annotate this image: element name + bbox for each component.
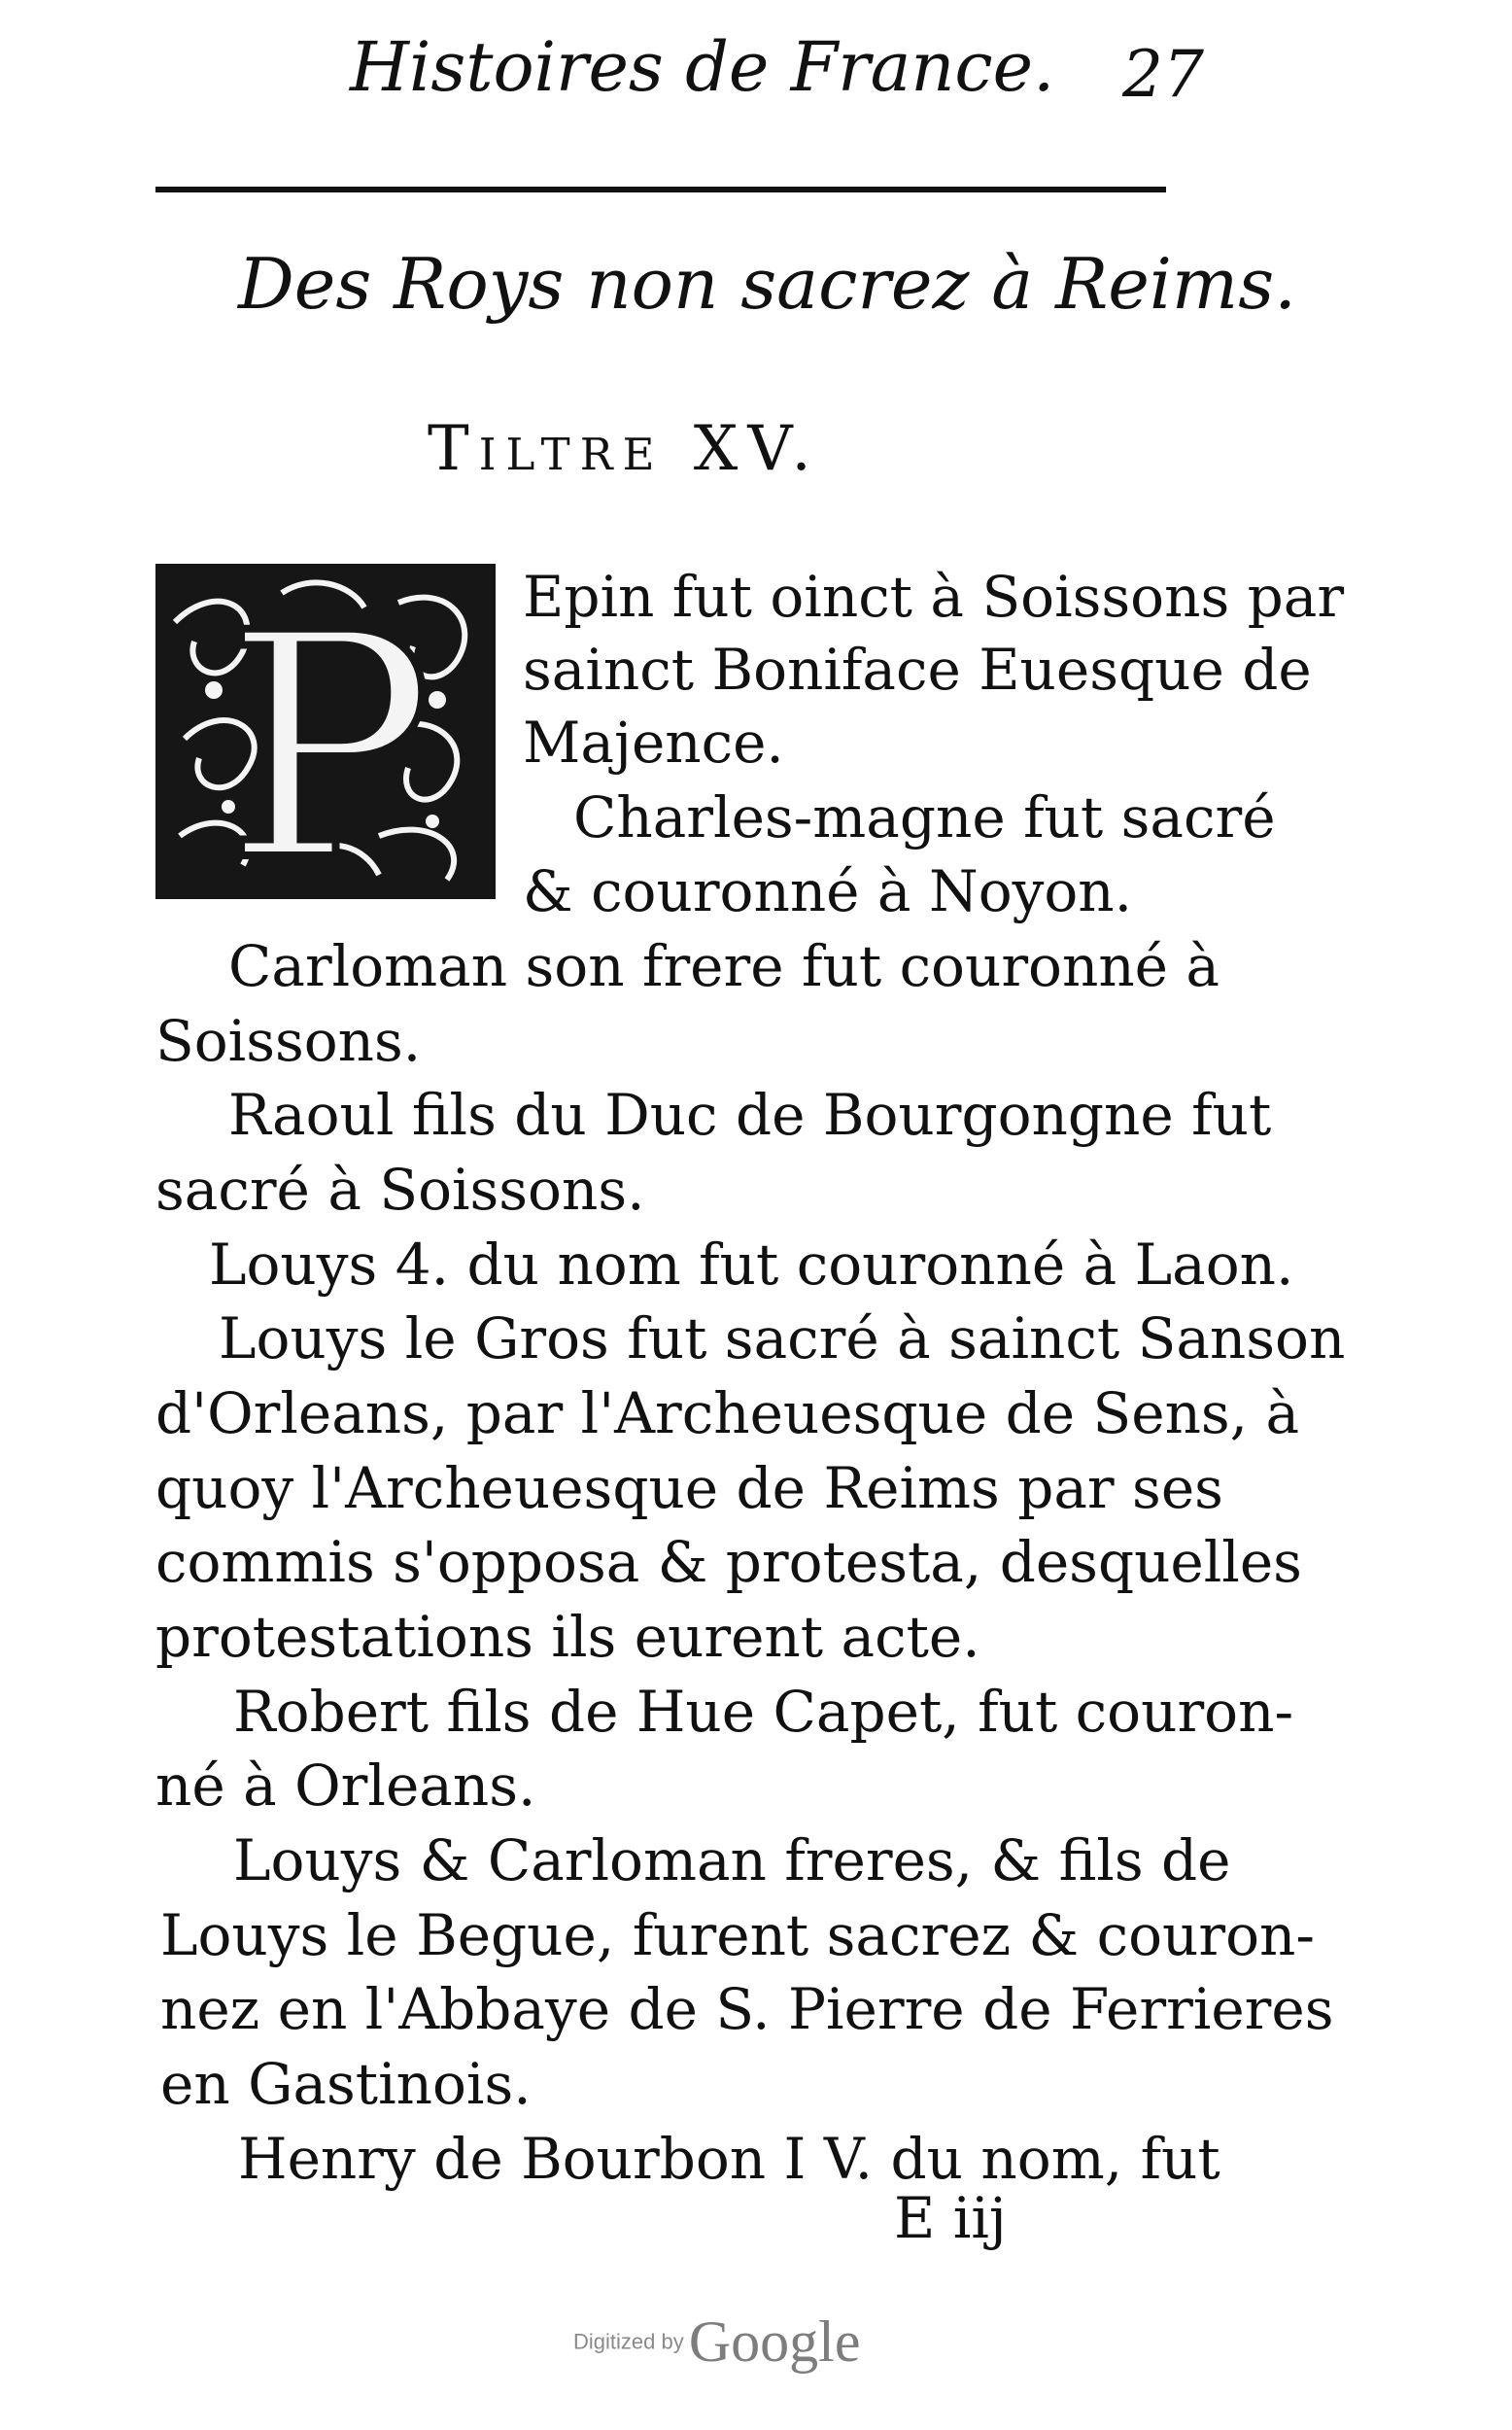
body-line: Majence. <box>523 710 784 776</box>
body-line: Louys & Carloman freres, & fils de <box>233 1827 1231 1893</box>
body-line: Henry de Bourbon I V. du nom, fut <box>238 2126 1220 2192</box>
body-line: protestations ils eurent acte. <box>155 1604 980 1670</box>
page-number: 27 <box>1122 37 1204 112</box>
digitized-watermark <box>573 2308 860 2376</box>
body-line: Robert fils de Hue Capet, fut couron- <box>233 1679 1294 1745</box>
section-subtitle: Tiltre XV. <box>428 413 821 485</box>
body-line: quoy l'Archeuesque de Reims par ses <box>155 1455 1223 1521</box>
header-rule <box>155 187 1166 192</box>
decorated-initial-ornament <box>155 564 496 899</box>
body-line: sacré à Soissons. <box>155 1157 645 1223</box>
catchword-signature: E iij <box>894 2185 1007 2251</box>
body-line: sainct Boniface Euesque de <box>523 637 1312 703</box>
body-line: Charles-magne fut sacré <box>573 784 1276 850</box>
body-line: d'Orleans, par l'Archeuesque de Sens, à <box>155 1380 1300 1446</box>
watermark-prefix: Digitized by <box>573 2329 684 2354</box>
body-line: & couronné à Noyon. <box>523 858 1133 924</box>
section-title: Des Roys non sacrez à Reims. <box>238 243 1297 325</box>
body-line: Epin fut oinct à Soissons par <box>523 564 1345 630</box>
body-line: Louys le Begue, furent sacrez & couron- <box>160 1902 1315 1968</box>
body-line: nez en l'Abbaye de S. Pierre de Ferrieres <box>160 1976 1334 2042</box>
body-line: Raoul fils du Duc de Bourgongne fut <box>228 1082 1272 1148</box>
body-line: en Gastinois. <box>160 2051 532 2117</box>
body-line: Louys 4. du nom fut couronné à Laon. <box>209 1232 1294 1298</box>
body-line: Louys le Gros fut sacré à sainct Sanson <box>219 1305 1346 1371</box>
decorated-initial <box>155 564 496 899</box>
google-logo: Google <box>688 2309 861 2374</box>
body-line: commis s'opposa & protesta, desquelles <box>155 1529 1302 1595</box>
body-line: Carloman son frere fut couronné à <box>228 933 1220 999</box>
body-line: Soissons. <box>155 1008 422 1074</box>
running-title: Histoires de France. <box>350 27 1055 107</box>
initial-letter: P <box>223 568 433 899</box>
body-line: né à Orleans. <box>155 1753 536 1819</box>
